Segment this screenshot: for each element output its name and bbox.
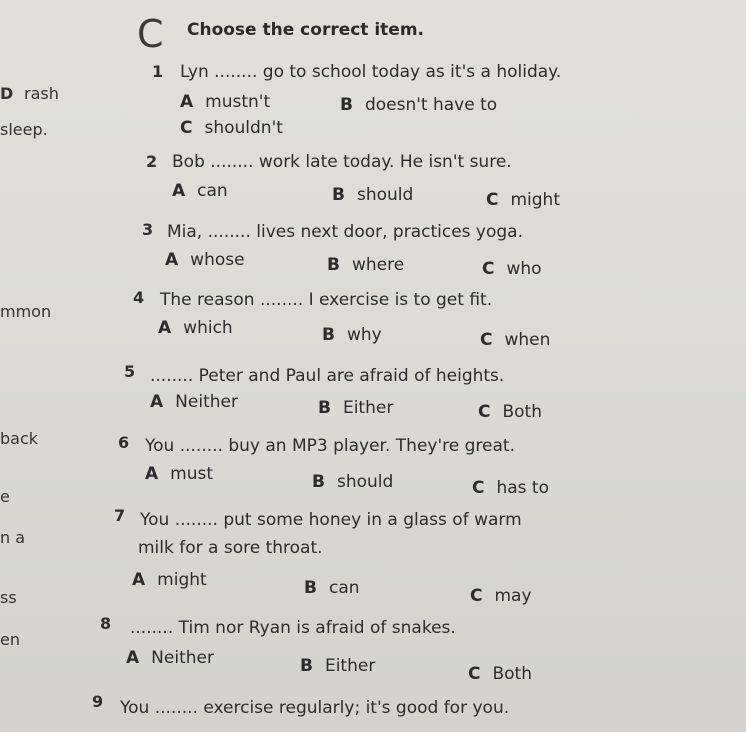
option-text: Neither [151,648,214,668]
left-fragment: rash [24,84,59,103]
question-number: 4 [133,288,145,307]
option-text: which [183,318,233,338]
answer-option[interactable] [318,398,393,418]
question-text: Lyn ........ go to school today as it's a holiday. [180,62,562,82]
option-text: must [170,464,214,484]
option-letter: C [470,586,483,606]
option-text: shouldn't [204,118,283,138]
answer-option[interactable] [180,118,283,138]
answer-option[interactable] [470,586,532,606]
answer-option[interactable] [172,181,228,201]
option-letter: C [468,664,481,684]
option-text: might [157,570,207,590]
question-text-continued: milk for a sore throat. [138,538,323,558]
question-text: The reason ........ I exercise is to get fit. [160,290,493,310]
question-number: 2 [146,152,158,171]
question-text: You ........ exercise regularly; it's good for you. [120,698,510,718]
option-text: Either [324,656,376,676]
answer-option[interactable] [145,464,213,484]
answer-option[interactable] [312,472,393,492]
answer-option[interactable] [340,95,497,115]
answer-option[interactable] [165,250,245,270]
option-text: Either [342,398,394,418]
answer-option[interactable] [132,570,207,590]
question-text: Bob ........ work late today. He isn't sure. [172,152,512,172]
left-fragment: ss [0,588,17,607]
option-text: might [510,190,560,210]
question-number: 3 [142,220,154,239]
left-fragment: back [0,429,39,448]
left-fragment: en [0,630,20,649]
option-text: whose [190,250,245,270]
exercise-instruction: Choose the correct item. [187,20,425,40]
option-letter: C [180,118,193,138]
section-letter: C [137,12,164,56]
left-fragment: e [0,487,10,506]
option-text: who [506,259,542,279]
option-letter: B [332,185,345,205]
question-text: ........ Peter and Paul are afraid of heights. [150,366,505,386]
option-letter: C [486,190,499,210]
answer-option[interactable] [468,664,532,684]
question-text: ........ Tim nor Ryan is afraid of snakes. [130,618,456,638]
option-letter: B [322,325,335,345]
option-letter: B [318,398,331,418]
option-text: Neither [175,392,238,412]
question-number: 1 [152,62,164,81]
answer-option[interactable] [126,648,214,668]
option-text: has to [496,478,550,498]
question-number: 7 [114,506,126,525]
option-text: can [197,181,228,201]
option-text: should [336,472,394,492]
option-letter: C [480,330,493,350]
option-letter: C [478,402,491,422]
option-text: doesn't have to [364,95,498,115]
option-text: when [504,330,551,350]
answer-option[interactable] [480,330,550,350]
question-text: You ........ buy an MP3 player. They're great. [145,436,515,456]
option-letter: C [482,259,495,279]
option-text: Both [502,402,542,422]
left-fragment-mark: D [0,84,14,103]
option-text: Both [492,664,532,684]
option-text: why [346,325,382,345]
answer-option[interactable] [472,478,549,498]
option-letter: A [172,181,186,201]
option-letter: B [300,656,313,676]
answer-option[interactable] [300,656,375,676]
question-number: 5 [124,362,136,381]
answer-option[interactable] [150,392,238,412]
answer-option[interactable] [180,92,270,112]
option-letter: A [180,92,194,112]
left-fragment: mmon [0,302,52,321]
option-letter: C [472,478,485,498]
answer-option[interactable] [158,318,233,338]
answer-option[interactable] [332,185,413,205]
option-text: can [328,578,360,598]
option-letter: A [150,392,164,412]
option-letter: B [327,255,340,275]
answer-option[interactable] [478,402,542,422]
option-text: may [494,586,532,606]
answer-option[interactable] [482,259,542,279]
question-number: 6 [118,433,130,452]
answer-option[interactable] [486,190,560,210]
option-letter: A [132,570,146,590]
question-text: You ........ put some honey in a glass of warm [140,510,522,530]
option-letter: A [126,648,140,668]
question-text: Mia, ........ lives next door, practices yoga. [167,222,524,242]
option-letter: A [145,464,159,484]
answer-option[interactable] [322,325,382,345]
option-text: where [351,255,405,275]
option-text: mustn't [205,92,271,112]
question-number: 9 [92,692,104,711]
question-number: 8 [100,614,112,633]
answer-option[interactable] [304,578,360,598]
answer-option[interactable] [327,255,404,275]
option-letter: B [304,578,317,598]
left-fragment: n a [0,528,26,547]
option-letter: B [312,472,325,492]
option-text: should [356,185,414,205]
option-letter: B [340,95,353,115]
left-fragment: sleep. [0,120,48,139]
option-letter: A [165,250,179,270]
option-letter: A [158,318,172,338]
